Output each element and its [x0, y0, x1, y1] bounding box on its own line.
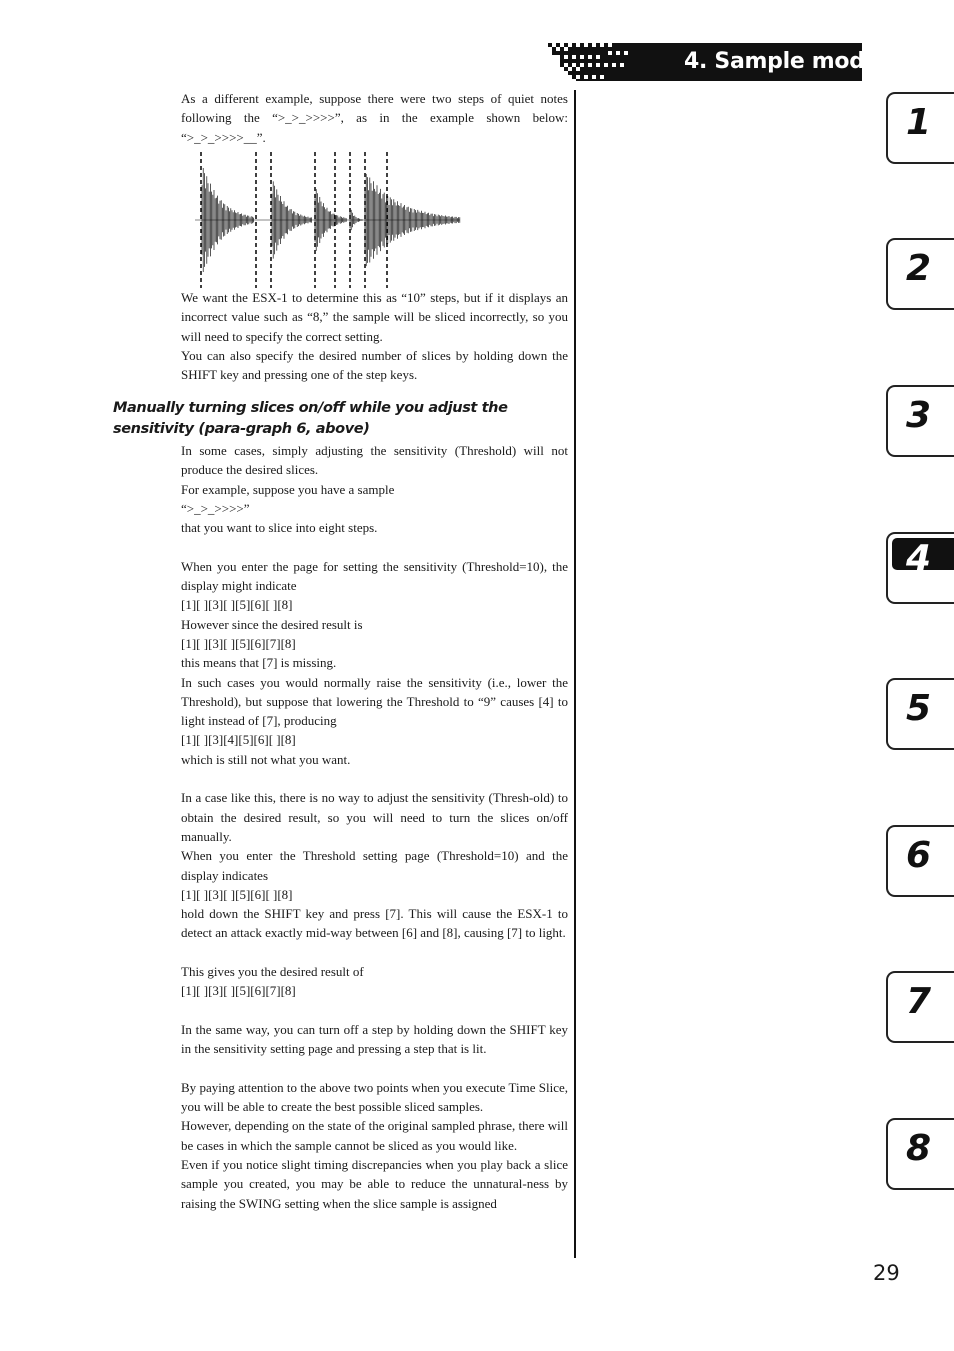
body-text: However since the desired result is — [181, 616, 363, 632]
waveform-figure — [195, 152, 465, 288]
body-text: When you enter the Threshold setting page (Threshold=10) and the display indicates — [181, 848, 568, 883]
body-text: Even if you notice slight timing discrepancies when you play back a slice sample you created, you may be able to reduce the unnatural-ness by raising the SWING setting when the slice sample is assigned — [181, 1156, 568, 1211]
chapter-tab-4[interactable] — [886, 532, 954, 604]
section-heading: Manually turning slices on/off while you adjust the sensitivity (para-graph 6, above) — [113, 400, 508, 437]
column-divider — [574, 90, 576, 1258]
chapter-tab-number: 8 — [906, 1128, 932, 1169]
body-text: We want the ESX-1 to determine this as “10” steps, but if it displays an incorrect value such as “8,” the sample will be sliced incorrectly, so you will need to specify the correct setting. — [181, 290, 568, 344]
body-text: hold down the SHIFT key and press [7]. This will cause the ESX-1 to detect an attack exactly mid-way between [6] and [8], causing [7] to light. — [181, 906, 568, 941]
body-text: [1][ ][3][ ][5][6][7][8] — [181, 635, 296, 651]
chapter-tab-number: 7 — [906, 981, 932, 1022]
body-text: For example, suppose you have a sample — [181, 481, 395, 497]
body-text: which is still not what you want. — [181, 751, 351, 767]
body-text: “>_>_>>>>” — [181, 500, 250, 516]
body-text: [1][ ][3][ ][5][6][7][8] — [181, 983, 296, 999]
chapter-tab-number: 1 — [906, 102, 932, 143]
body-text: this means that [7] is missing. — [181, 655, 337, 671]
chapter-tab-number: 3 — [906, 395, 932, 436]
intro-text: As a different example, suppose there were two steps of quiet notes following the “>_>_>>>>”, as in the example shown below: “>_>_>>>>__”. — [181, 91, 568, 145]
header-checker-pattern — [548, 43, 652, 81]
chapter-tab-8[interactable] — [886, 1118, 954, 1190]
page-title: 4. Sample mode — [684, 49, 880, 74]
body-text: In a case like this, there is no way to adjust the sensitivity (Thresh-old) to obtain the desired result, so you will need to turn the slices on/off manually. — [181, 790, 568, 844]
chapter-tab-number: 5 — [906, 688, 932, 729]
body-text: This gives you the desired result of — [181, 964, 364, 980]
body-text: You can also specify the desired number of slices by holding down the SHIFT key and pressing one of the step keys. — [181, 347, 568, 383]
chapter-tab-5[interactable] — [886, 678, 954, 750]
body-text: [1][ ][3][ ][5][6][ ][8] — [181, 597, 293, 613]
body-text: When you enter the page for setting the sensitivity (Threshold=10), the display might indicate — [181, 558, 568, 594]
intro-paragraph — [181, 89, 568, 147]
blank-line — [181, 943, 568, 962]
page-number: 29 — [873, 1261, 900, 1285]
body-text: In such cases you would normally raise the sensitivity (i.e., lower the Threshold), but suppose that lowering the Threshold to “9” causes [4] to light instead of [7], producing — [181, 674, 568, 729]
chapter-tab-number: 4 — [906, 538, 932, 579]
body-text: [1][ ][3][ ][5][6][ ][8] — [181, 886, 293, 902]
blank-line — [181, 1001, 568, 1020]
body-text: that you want to slice into eight steps. — [181, 520, 378, 536]
blank-line — [181, 769, 568, 788]
chapter-tab-number: 2 — [906, 248, 932, 289]
chapter-tab-number: 6 — [906, 835, 932, 876]
after-figure-paragraph — [181, 288, 568, 384]
section-body — [181, 441, 568, 1213]
body-text: In the same way, you can turn off a step by holding down the SHIFT key in the sensitivity setting page and pressing a step that is lit. — [181, 1021, 568, 1057]
chapter-tab-1[interactable] — [886, 92, 954, 164]
chapter-tab-3[interactable] — [886, 385, 954, 457]
chapter-tab-7[interactable] — [886, 971, 954, 1043]
chapter-tab-6[interactable] — [886, 825, 954, 897]
chapter-tab-2[interactable] — [886, 238, 954, 310]
body-text: [1][ ][3][4][5][6][ ][8] — [181, 732, 296, 748]
blank-line — [181, 537, 568, 556]
body-text: By paying attention to the above two points when you execute Time Slice, you will be able to create the best possible sliced samples. — [181, 1079, 568, 1115]
blank-line — [181, 1059, 568, 1078]
body-text: However, depending on the state of the original sampled phrase, there will be cases in which the sample cannot be sliced as you would like. — [181, 1118, 568, 1153]
body-text: In some cases, simply adjusting the sensitivity (Threshold) will not produce the desired slices. — [181, 443, 568, 478]
